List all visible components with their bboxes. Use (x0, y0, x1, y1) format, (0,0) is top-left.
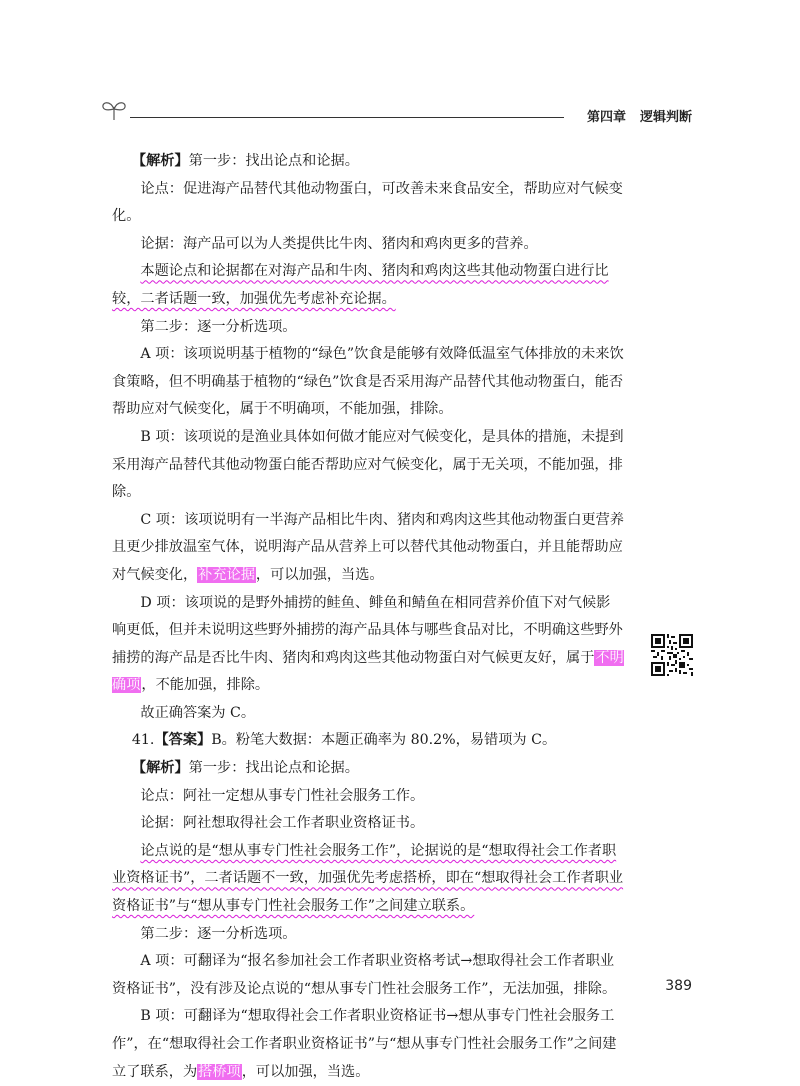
comparison-note: 本题论点和论据都在对海产品和牛肉、猪肉和鸡肉这些其他动物蛋白进行比较，二者话题一致，加强优先考虑补充论据。 (112, 263, 609, 307)
chapter-number: 第四章 (586, 110, 626, 125)
bridge-note: 论点说的是“想从事专门性社会服务工作”，论据说的是“想取得社会工作者职业资格证书”，二者话题不一致，加强优先考虑搭桥，即在“想取得社会工作者职业资格证书”与“想从事专门性社会服务工作”之间建立联系。 (112, 842, 624, 915)
answer-conclusion: 故正确答案为 C。 (140, 704, 256, 721)
question-41-answer: 41.【答案】B。粉笔大数据：本题正确率为 80.2%，易错项为 C。 (131, 732, 557, 749)
argument-point: 论点：促进海产品替代其他动物蛋白，可改善未来食品安全，帮助应对气候变化。 (112, 180, 623, 225)
qr-code-icon[interactable] (651, 634, 693, 676)
step2-q41: 第二步：逐一分析选项。 (140, 925, 297, 942)
page-number: 389 (665, 978, 692, 994)
highlight-supplement: 补充论据 (198, 566, 255, 583)
argument-point-q41: 论点：阿社一定想从事专门性社会服务工作。 (140, 787, 425, 804)
analysis-step1: 【解析】第一步：找出论点和论据。 (131, 153, 359, 169)
sprout-icon (100, 98, 128, 122)
option-c: C 项：该项说明有一半海产品相比牛肉、猪肉和鸡肉这些其他动物蛋白更营养且更少排放温室气体，说明海产品从营养上可以替代其他动物蛋白，并且能帮助应对气候变化，补充论据，可以加强，当选。 (112, 511, 624, 583)
option-b-q41: B 项：可翻译为“想取得社会工作者职业资格证书→想从事专门性社会服务工作”，在“想取得社会工作者职业资格证书”与“想从事专门性社会服务工作”之间建立了联系，为搭桥项，可以加强，当选。 (112, 1008, 617, 1080)
chapter-title: 逻辑判断 (639, 110, 692, 125)
argument-evidence-q41: 论据：阿社想取得社会工作者职业资格证书。 (140, 815, 425, 832)
header-rule (130, 117, 564, 118)
option-a: A 项：该项说明基于植物的“绿色”饮食是能够有效降低温室气体排放的未来饮食策略，但不明确基于植物的“绿色”饮食是否采用海产品替代其他动物蛋白，能否帮助应对气候变化，属于不明确项，不能加强，排除。 (112, 346, 624, 418)
step2: 第二步：逐一分析选项。 (140, 318, 297, 335)
analysis-label: 【解析】 (131, 153, 189, 169)
chapter-heading (573, 106, 692, 125)
option-b: B 项：该项说的是渔业具体如何做才能应对气候变化，是具体的措施，未提到采用海产品替代其他动物蛋白能否帮助应对气候变化，属于无关项，不能加强，排除。 (112, 428, 624, 501)
analysis-step1-q41: 【解析】第一步：找出论点和论据。 (131, 760, 359, 777)
page-body (112, 148, 624, 1086)
option-d: D 项：该项说的是野外捕捞的鲑鱼、鲱鱼和鲭鱼在相同营养价值下对气候影响更低，但并未说明这些野外捕捞的海产品具体与哪些食品对比，不明确这些野外捕捞的海产品是否比牛肉、猪肉和鸡肉这些其他动物蛋白对气候更友好，属于不明确项，不能加强，排除。 (112, 594, 624, 694)
highlight-unclear: 不明确项 (112, 649, 624, 694)
page-header (100, 98, 692, 128)
argument-evidence: 论据：海产品可以为人类提供比牛肉、猪肉和鸡肉更多的营养。 (140, 235, 538, 252)
option-a-q41: A 项：可翻译为“报名参加社会工作者职业资格考试→想取得社会工作者职业资格证书”，没有涉及论点说的“想从事专门性社会服务工作”，无法加强，排除。 (112, 953, 617, 997)
highlight-bridge: 搭桥项 (198, 1063, 241, 1080)
